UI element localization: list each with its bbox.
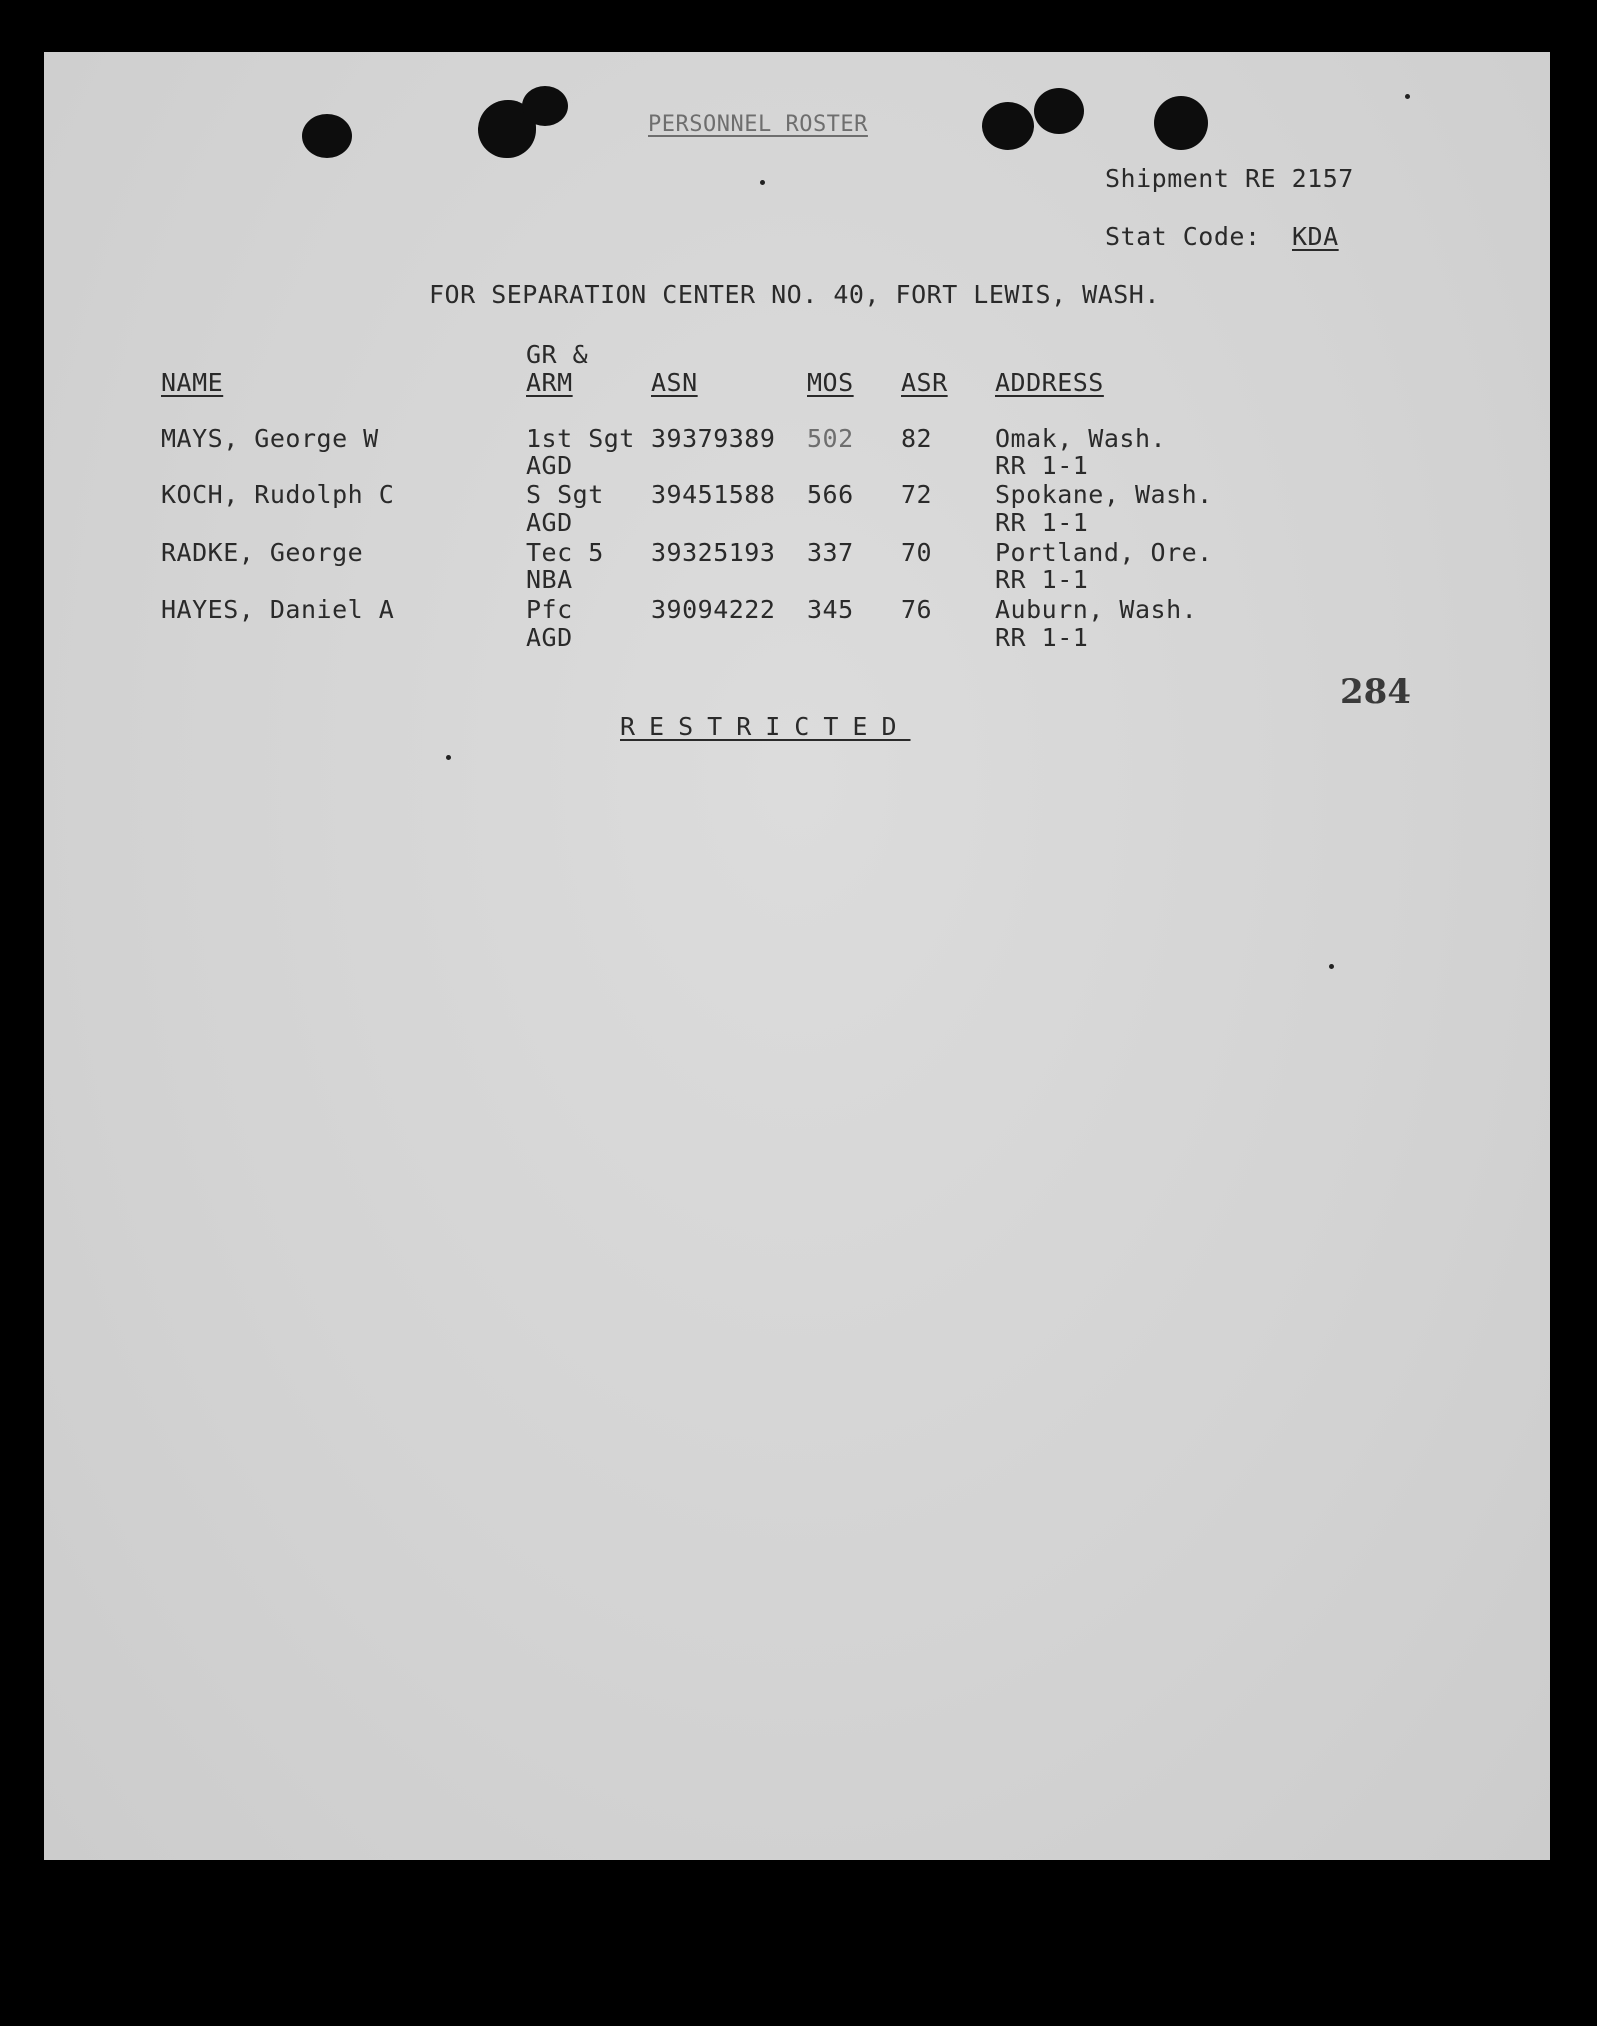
column-header-arm: ARM xyxy=(526,368,573,397)
row-mos: 502 xyxy=(807,424,854,453)
row-asn: 39094222 xyxy=(651,595,776,624)
row-arm: AGD xyxy=(526,451,573,480)
row-asr: 76 xyxy=(901,595,933,624)
row-grade: Pfc xyxy=(526,595,573,624)
row-asn: 39451588 xyxy=(651,480,776,509)
column-header-address: ADDRESS xyxy=(995,368,1104,397)
speck xyxy=(760,180,765,185)
row-grade: Tec 5 xyxy=(526,538,604,567)
row-rr: RR 1-1 xyxy=(995,623,1089,652)
row-arm: NBA xyxy=(526,565,573,594)
row-name: MAYS, George W xyxy=(161,424,379,453)
punch-hole xyxy=(1034,88,1084,134)
column-header-asn: ASN xyxy=(651,368,698,397)
roster-title: PERSONNEL ROSTER xyxy=(648,112,868,137)
column-header-gr-line1: GR & xyxy=(526,340,589,369)
row-asr: 72 xyxy=(901,480,933,509)
row-rr: RR 1-1 xyxy=(995,565,1089,594)
row-mos: 345 xyxy=(807,595,854,624)
row-name: HAYES, Daniel A xyxy=(161,595,395,624)
speck xyxy=(1329,964,1334,969)
row-asr: 70 xyxy=(901,538,933,567)
row-name: RADKE, George xyxy=(161,538,364,567)
separation-center-heading: FOR SEPARATION CENTER NO. 40, FORT LEWIS, WASH. xyxy=(429,280,1160,309)
row-asr: 82 xyxy=(901,424,933,453)
row-mos: 337 xyxy=(807,538,854,567)
speck xyxy=(1405,94,1410,99)
row-address: Omak, Wash. xyxy=(995,424,1167,453)
page-number: 284 xyxy=(1340,672,1411,712)
row-mos: 566 xyxy=(807,480,854,509)
document-page xyxy=(44,52,1550,1860)
row-address: Spokane, Wash. xyxy=(995,480,1213,509)
column-header-asr: ASR xyxy=(901,368,948,397)
row-address: Portland, Ore. xyxy=(995,538,1213,567)
punch-hole xyxy=(982,102,1034,150)
column-header-mos: MOS xyxy=(807,368,854,397)
row-rr: RR 1-1 xyxy=(995,451,1089,480)
row-grade: 1st Sgt xyxy=(526,424,635,453)
classification-label: RESTRICTED xyxy=(620,712,911,741)
punch-hole xyxy=(1154,96,1208,150)
row-asn: 39325193 xyxy=(651,538,776,567)
row-arm: AGD xyxy=(526,508,573,537)
shipment-number: Shipment RE 2157 xyxy=(1105,164,1354,193)
stat-code-value: KDA xyxy=(1292,222,1339,251)
row-address: Auburn, Wash. xyxy=(995,595,1198,624)
row-arm: AGD xyxy=(526,623,573,652)
row-grade: S Sgt xyxy=(526,480,604,509)
row-rr: RR 1-1 xyxy=(995,508,1089,537)
stat-code-label: Stat Code: xyxy=(1105,222,1261,251)
row-asn: 39379389 xyxy=(651,424,776,453)
column-header-name: NAME xyxy=(161,368,224,397)
punch-hole xyxy=(302,114,352,158)
punch-hole xyxy=(522,86,568,126)
speck xyxy=(446,755,451,760)
row-name: KOCH, Rudolph C xyxy=(161,480,395,509)
